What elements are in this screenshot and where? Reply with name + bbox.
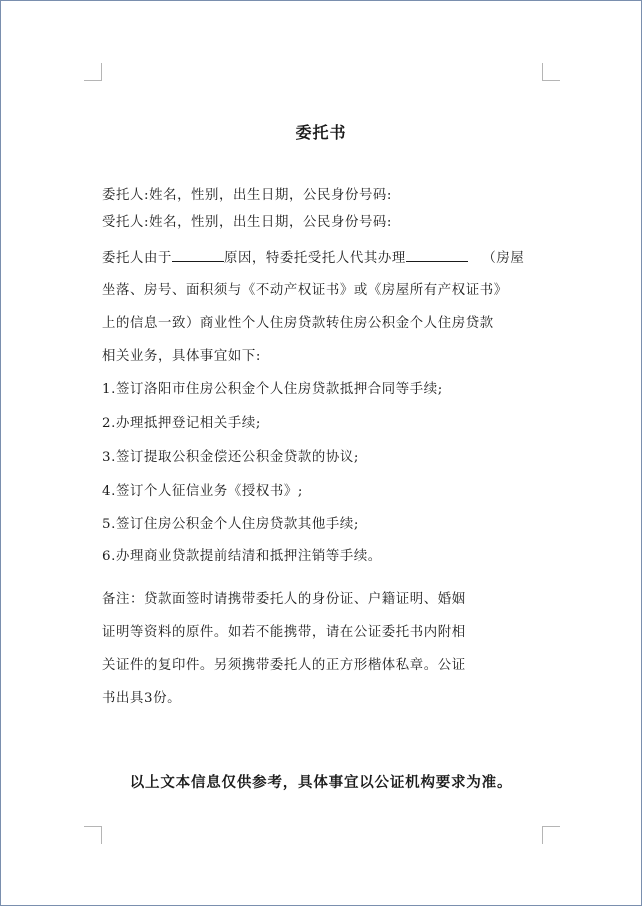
para1-text-a: 委托人由于 — [102, 251, 172, 266]
paragraph-1-line-3: 上的信息一致）商业性个人住房贷款转住房公积金个人住房贷款 — [102, 316, 494, 331]
note-line-4: 书出具3份。 — [102, 691, 182, 706]
paragraph-1-line-1 — [102, 249, 545, 268]
paragraph-1-line-2: 坐落、房号、面积须与《不动产权证书》或《房屋所有产权证书》 — [102, 283, 508, 298]
principal-line: 委托人:姓名，性别，出生日期，公民身份号码: — [102, 188, 393, 203]
para1-text-c: （房屋 — [482, 251, 525, 266]
corner-mark-top-left — [84, 63, 102, 81]
para1-text-b: 原因，特委托受托人代其办理 — [223, 251, 406, 266]
list-item: 1.签订洛阳市住房公积金个人住房贷款抵押合同等手续; — [102, 382, 443, 397]
list-item: 4.签订个人征信业务《授权书》; — [102, 484, 303, 499]
agent-line: 受托人:姓名，性别，出生日期，公民身份号码: — [102, 215, 393, 230]
paragraph-1-line-4: 相关业务，具体事宜如下: — [102, 349, 262, 364]
corner-mark-top-right — [542, 63, 560, 81]
list-item: 6.办理商业贷款提前结清和抵押注销等手续。 — [102, 549, 382, 564]
note-line-3: 关证件的复印件。另须携带委托人的正方形楷体私章。公证 — [102, 658, 466, 673]
corner-mark-bottom-left — [84, 826, 102, 844]
note-line-2: 证明等资料的原件。如若不能携带，请在公证委托书内附相 — [102, 625, 466, 640]
list-item: 5.签订住房公积金个人住房贷款其他手续; — [102, 517, 359, 532]
reason-blank — [172, 249, 224, 262]
list-item: 2.办理抵押登记相关手续; — [102, 416, 261, 431]
document-title: 委托书 — [295, 123, 347, 142]
list-item: 3.签订提取公积金偿还公积金贷款的协议; — [102, 450, 359, 465]
corner-mark-bottom-right — [542, 826, 560, 844]
note-line-1: 备注：贷款面签时请携带委托人的身份证、户籍证明、婚姻 — [102, 592, 466, 607]
matter-blank — [406, 249, 468, 262]
disclaimer-footer: 以上文本信息仅供参考，具体事宜以公证机构要求为准。 — [129, 774, 513, 791]
